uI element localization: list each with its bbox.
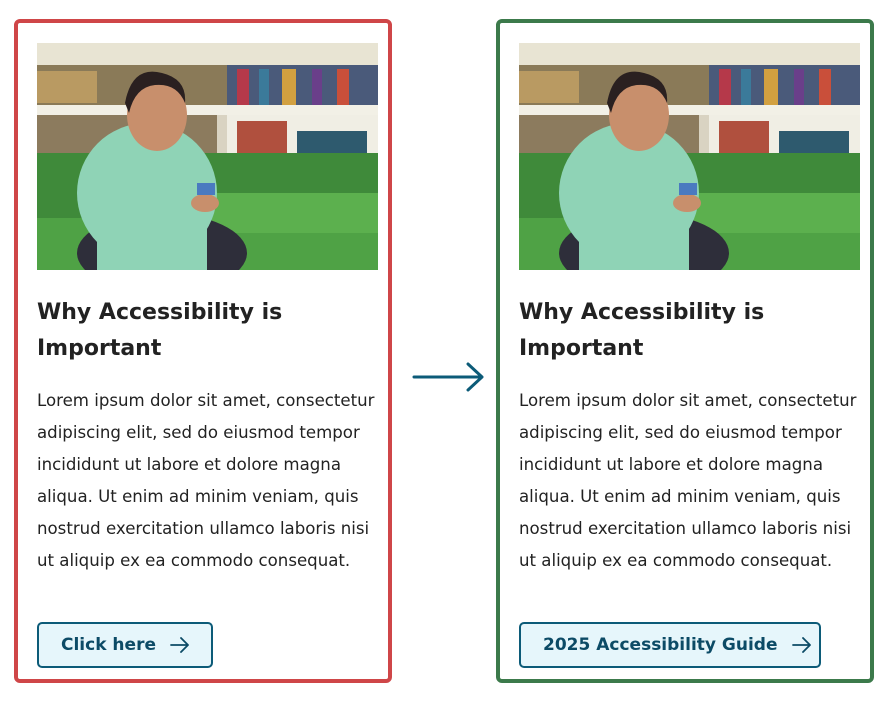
button-label: 2025 Accessibility Guide	[543, 635, 778, 655]
library-photo-image	[37, 43, 378, 270]
accessibility-guide-button[interactable]	[519, 622, 821, 668]
card-body-text: Lorem ipsum dolor sit amet, consectetur adipiscing elit, sed do eiusmod tempor incididunt ut labore et dolore magna aliqua. Ut enim ad minim veniam, quis nostrud exercitation ullamco laboris nisi ut aliquip ex ea commodo consequat.	[37, 391, 375, 570]
library-photo-image	[519, 43, 860, 270]
card-photo	[519, 43, 860, 270]
card-title: Why Accessibility is Important	[37, 300, 283, 361]
after-card	[496, 19, 874, 683]
arrow-right-icon	[792, 637, 812, 653]
before-card	[14, 19, 392, 683]
card-body-text: Lorem ipsum dolor sit amet, consectetur adipiscing elit, sed do eiusmod tempor incididunt ut labore et dolore magna aliqua. Ut enim ad minim veniam, quis nostrud exercitation ullamco laboris nisi ut aliquip ex ea commodo consequat.	[519, 391, 857, 570]
transition-arrow-icon	[412, 360, 488, 394]
arrow-right-icon	[170, 637, 190, 653]
click-here-button[interactable]	[37, 622, 213, 668]
button-label: Click here	[61, 635, 156, 655]
card-title: Why Accessibility is Important	[519, 300, 765, 361]
card-photo	[37, 43, 378, 270]
